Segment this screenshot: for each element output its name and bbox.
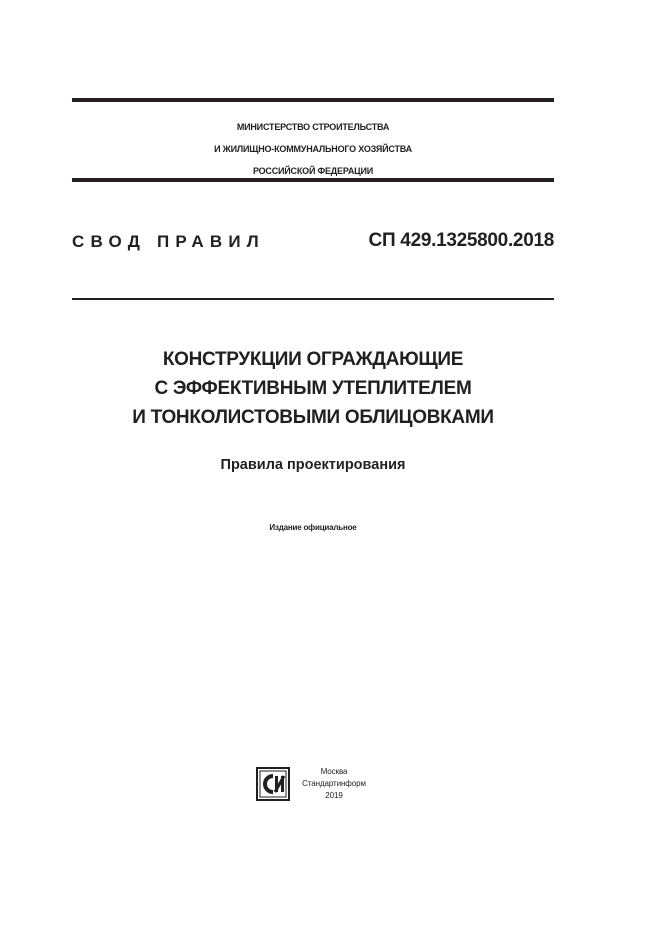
- top-rule: [72, 98, 554, 102]
- title-line-2: С ЭФФЕКТИВНЫМ УТЕПЛИТЕЛЕМ: [154, 378, 472, 399]
- standartinform-logo-icon: [256, 767, 290, 801]
- title-line-1: КОНСТРУКЦИИ ОГРАЖДАЮЩИЕ: [162, 349, 464, 370]
- edition-note: Издание официальное: [269, 523, 357, 532]
- ministry-bottom-rule: [72, 178, 554, 182]
- publisher-name: Стандартинформ: [302, 779, 366, 788]
- ministry-block: [72, 116, 554, 182]
- publisher-city: Москва: [320, 767, 348, 776]
- document-code: СП 429.1325800.2018: [368, 230, 554, 251]
- publisher-info: [293, 766, 375, 802]
- code-bottom-rule: [72, 298, 554, 300]
- ministry-line-3: РОССИЙСКОЙ ФЕДЕРАЦИИ: [252, 166, 374, 176]
- title-line-3: И ТОНКОЛИСТОВЫМИ ОБЛИЦОВКАМИ: [132, 407, 494, 428]
- document-subtitle: Правила проектирования: [220, 457, 406, 473]
- document-type-label: СВОД ПРАВИЛ: [72, 232, 265, 251]
- publisher-year: 2019: [325, 791, 343, 800]
- document-title: [72, 345, 554, 432]
- ministry-line-1: МИНИСТЕРСТВО СТРОИТЕЛЬСТВА: [236, 122, 390, 132]
- ministry-line-2: И ЖИЛИЩНО-КОММУНАЛЬНОГО ХОЗЯЙСТВА: [214, 144, 412, 154]
